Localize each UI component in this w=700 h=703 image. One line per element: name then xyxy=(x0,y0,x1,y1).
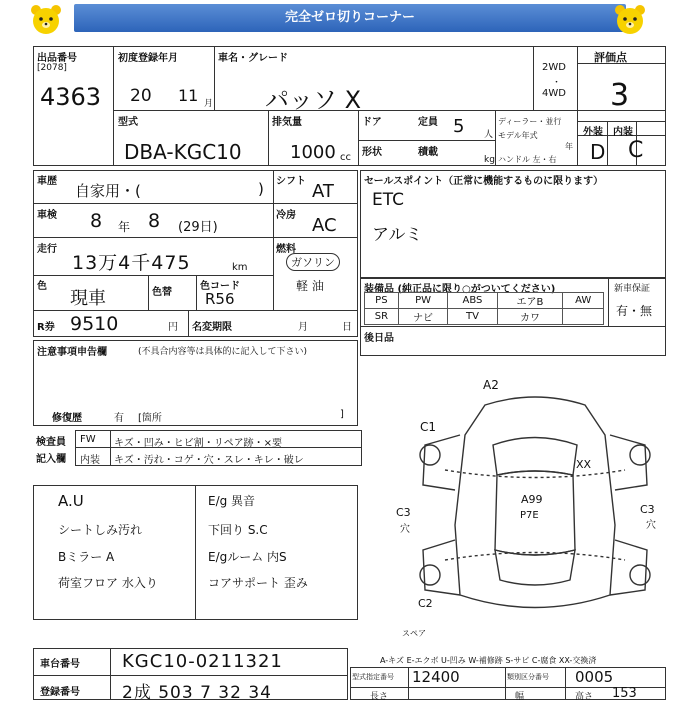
load-unit: kg xyxy=(484,155,495,165)
height-label: 高さ xyxy=(575,692,594,702)
equipment-ps: PS xyxy=(365,293,399,309)
remark-right-4: コアサポート 歪み xyxy=(208,576,308,590)
lot-label: 出品番号 xyxy=(37,53,77,64)
banner-title: 完全ゼロ切りコーナー xyxy=(74,4,626,32)
after-install-label: 後日品 xyxy=(364,333,394,344)
drive-2wd: 2WD xyxy=(542,62,566,73)
remark-right-2: 下回り S.C xyxy=(208,523,268,537)
repair-close: ] xyxy=(340,409,344,420)
inspection-label: 車検 xyxy=(37,210,57,221)
displacement-value: 1000 xyxy=(290,142,336,163)
inspection-day: (29日) xyxy=(178,220,218,235)
length-label: 長さ xyxy=(370,692,389,702)
rating-value: 3 xyxy=(610,78,630,113)
diagram-mark-c3-right: C3 xyxy=(640,503,655,516)
equipment-sr: SR xyxy=(365,309,399,325)
chassis-label: 車台番号 xyxy=(40,659,80,670)
color-value: 現車 xyxy=(70,288,106,309)
registration-label: 登録番号 xyxy=(40,687,80,698)
color-code-label: 色コード xyxy=(200,281,240,292)
class-number-label: 類別区分番号 xyxy=(507,673,549,681)
dealer-label: ディーラー・並行 xyxy=(498,117,562,126)
shape-label: 形状 xyxy=(362,147,382,158)
sales-point-item-2: アルミ xyxy=(372,225,423,245)
aircon-label: 冷房 xyxy=(276,210,296,221)
registration-value: 2成 503 7 32 34 xyxy=(122,683,272,703)
remark-left-1: A.U xyxy=(58,492,84,510)
diagram-mark-spare: スペア xyxy=(402,629,426,638)
repair-label: 修復歴 xyxy=(52,413,82,424)
sales-point-item-1: ETC xyxy=(372,190,404,210)
inspector-label-2: 記入欄 xyxy=(36,454,66,465)
drive-dot: ・ xyxy=(552,78,562,88)
diagram-mark-c2: C2 xyxy=(418,597,433,610)
notes-sub: (不具合内容等は具体的に記入して下さい) xyxy=(138,347,308,357)
type-value: DBA-KGC10 xyxy=(124,140,242,164)
color-code-value: R56 xyxy=(205,290,235,308)
diagram-mark-xx: XX xyxy=(576,458,592,471)
bear-mascot-left-icon xyxy=(28,4,64,36)
deadline-month-unit: 月 xyxy=(298,322,308,333)
equipment-abs: ABS xyxy=(448,293,497,309)
notes-label: 注意事項申告欄 xyxy=(37,347,107,358)
color-label: 色 xyxy=(37,281,47,292)
ext-label: 外装 xyxy=(583,127,603,138)
inspection-month: 8 xyxy=(148,210,161,232)
doors-label: ドア xyxy=(362,117,382,128)
chassis-value: KGC10-0211321 xyxy=(122,651,283,672)
lot-sub: [2078] xyxy=(37,63,67,73)
remark-right-1: E/g 異音 xyxy=(208,494,256,508)
inspection-year-unit: 年 xyxy=(118,220,131,234)
equipment-pw: PW xyxy=(398,293,448,309)
inspector-row1: キズ・凹み・ヒビ割・リペア跡・×要 xyxy=(114,438,282,449)
fuel-label: 燃料 xyxy=(276,244,296,255)
aircon-value: AC xyxy=(312,215,337,236)
deadline-label: 名変期限 xyxy=(192,322,232,333)
displacement-label: 排気量 xyxy=(272,117,302,128)
equipment-navi: ナビ xyxy=(398,309,448,325)
diagram-mark-hole-left: 穴 xyxy=(400,524,410,535)
height-value: 153 xyxy=(612,686,637,701)
width-label: 幅 xyxy=(515,692,525,702)
diagram-mark-a2: A2 xyxy=(483,378,499,392)
warranty-value: 有・無 xyxy=(616,304,653,318)
inspection-year: 8 xyxy=(90,210,103,232)
inspector-label-1: 検査員 xyxy=(36,437,66,448)
type-number-value: 12400 xyxy=(412,668,460,686)
remark-left-3: Bミラー A xyxy=(58,550,115,564)
history-close: ) xyxy=(258,180,264,198)
int-value: C xyxy=(628,138,644,163)
inspector-row1-head: FW xyxy=(80,434,96,445)
rating-label: 評価点 xyxy=(594,51,627,64)
remark-left-4: 荷室フロア 水入り xyxy=(58,576,158,590)
handle-label: ハンドル 左・右 xyxy=(498,155,557,164)
repair-value: 有 xyxy=(114,413,124,424)
history-label: 車歴 xyxy=(37,176,57,187)
first-reg-label: 初度登録年月 xyxy=(118,53,178,64)
fuel-diesel: 軽 油 xyxy=(296,279,324,293)
drive-4wd: 4WD xyxy=(542,88,566,99)
shift-value: AT xyxy=(312,181,334,202)
lot-number: 4363 xyxy=(40,83,102,111)
capacity-value: 5 xyxy=(453,116,465,137)
equipment-aw: AW xyxy=(563,293,604,309)
history-value: 自家用・( xyxy=(75,182,141,200)
recycle-unit: 円 xyxy=(168,322,178,333)
recycle-value: 9510 xyxy=(70,313,119,335)
ext-value: D xyxy=(590,140,606,164)
model-year-unit: 年 xyxy=(565,142,573,151)
type-number-label: 型式指定番号 xyxy=(352,673,394,681)
warranty-label: 新車保証 xyxy=(614,284,651,294)
diagram-mark-a99: A99 xyxy=(521,493,543,506)
type-label: 型式 xyxy=(118,117,138,128)
equipment-leather: カワ xyxy=(497,309,563,325)
capacity-unit: 人 xyxy=(484,130,494,140)
load-label: 積載 xyxy=(418,147,438,158)
diagram-mark-c3-left: C3 xyxy=(396,506,411,519)
int-label: 内装 xyxy=(613,127,633,138)
repair-points: [箇所 xyxy=(138,413,162,424)
bear-mascot-right-icon xyxy=(612,4,648,36)
damage-legend: A-キズ E-エクボ U-凹み W-補修跡 S-サビ C-腐食 XX-交換済 xyxy=(380,656,597,665)
equipment-label: 装備品 (純正品に限り○がついてください) xyxy=(364,284,556,295)
first-reg-month: 11 xyxy=(178,86,199,105)
class-number-value: 0005 xyxy=(575,668,614,686)
first-reg-year: 20 xyxy=(130,86,152,106)
model-year-label: モデル年式 xyxy=(498,131,538,140)
shift-label: シフト xyxy=(276,176,306,187)
deadline-day-unit: 日 xyxy=(342,322,352,333)
equipment-tv: TV xyxy=(448,309,497,325)
remark-left-2: シートしみ汚れ xyxy=(58,523,143,537)
remark-right-3: E/gルーム 内S xyxy=(208,550,287,564)
inspector-row2: キズ・汚れ・コゲ・穴・スレ・キレ・破レ xyxy=(114,455,304,466)
color-change-label: 色替 xyxy=(152,287,172,298)
fuel-gasoline: ガソリン xyxy=(286,253,340,271)
first-reg-month-unit: 月 xyxy=(204,99,214,109)
model-name: パッソ X xyxy=(265,86,362,114)
displacement-unit: cc xyxy=(340,152,351,163)
equipment-empty xyxy=(563,309,604,325)
diagram-mark-hole-right: 穴 xyxy=(646,520,656,531)
equipment-table xyxy=(364,292,604,325)
equipment-airbag: エアB xyxy=(497,293,563,309)
diagram-mark-p7e: P7E xyxy=(520,510,539,521)
capacity-label: 定員 xyxy=(418,117,438,128)
recycle-label: R券 xyxy=(37,322,55,333)
inspector-row2-head: 内装 xyxy=(80,455,100,466)
sales-point-label: セールスポイント（正常に機能するものに限ります） xyxy=(364,176,604,187)
mileage-label: 走行 xyxy=(37,244,57,255)
diagram-mark-c1: C1 xyxy=(420,420,437,434)
model-label: 車名・グレード xyxy=(218,53,288,64)
mileage-unit: km xyxy=(232,262,248,273)
mileage-value: 13万4千475 xyxy=(72,252,191,274)
